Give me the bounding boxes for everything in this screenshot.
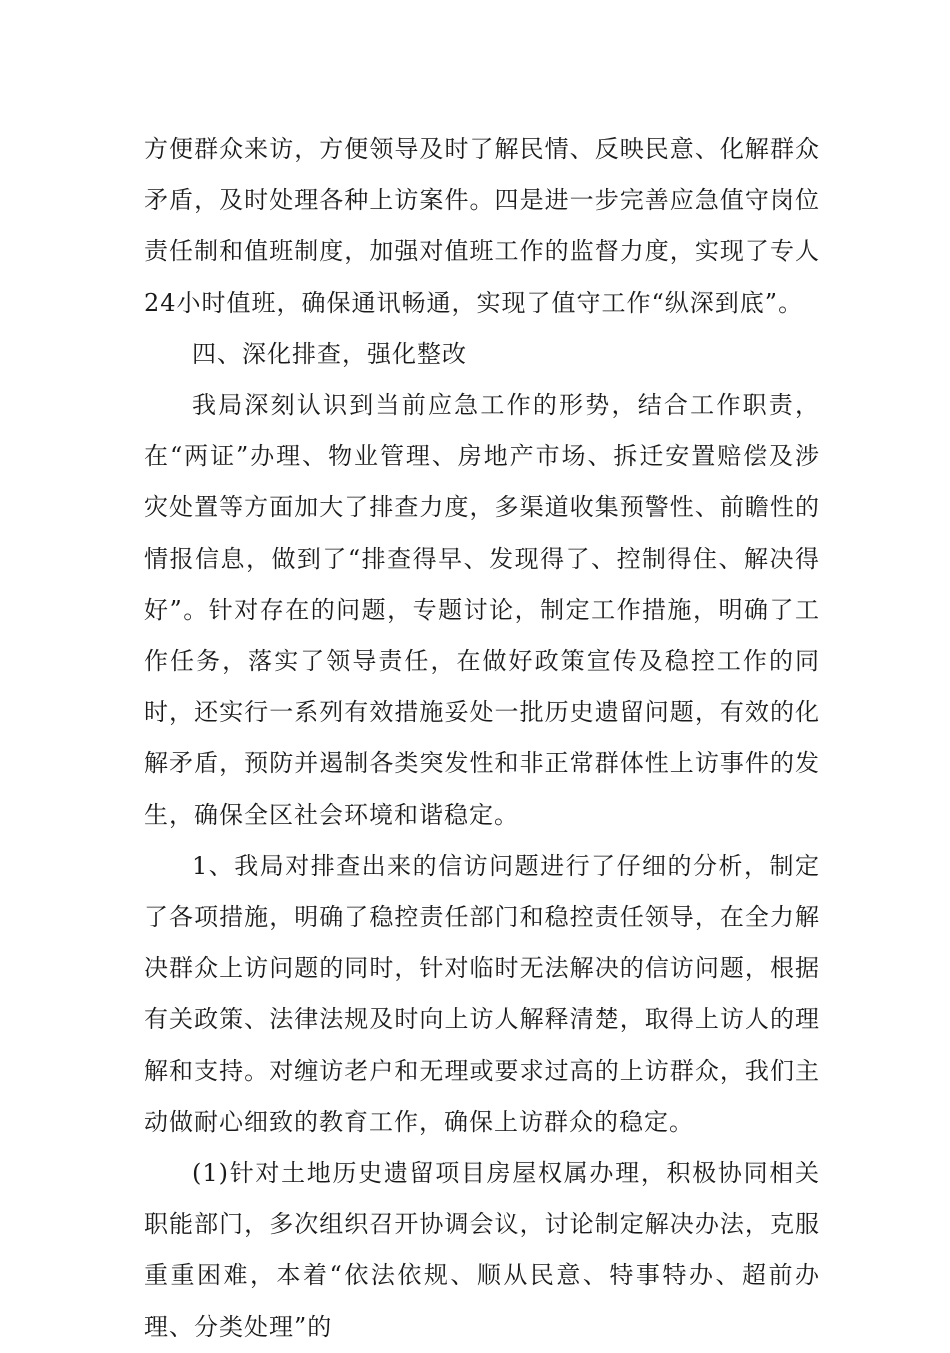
document-body [144, 124, 820, 1353]
section-heading: 四、深化排查，强化整改 [192, 339, 467, 368]
paragraph-continuation: 方便群众来访，方便领导及时了解民情、反映民意、化解群众矛盾，及时处理各种上访案件。四是进一步完善应急值守岗位责任制和值班制度，加强对值班工作的监督力度，实现了专人24小时值班，确保通讯畅通，实现了值守工作“纵深到底”。 [144, 135, 820, 317]
paragraph-investigation: 我局深刻认识到当前应急工作的形势，结合工作职责，在“两证”办理、物业管理、房地产市场、拆迁安置赔偿及涉灾处置等方面加大了排查力度，多渠道收集预警性、前瞻性的情报信息，做到了“排查得早、发现得了、控制得住、解决得好”。针对存在的问题，专题讨论，制定工作措施，明确了工作任务，落实了领导责任，在做好政策宣传及稳控工作的同时，还实行一系列有效措施妥处一批历史遗留问题，有效的化解矛盾，预防并遏制各类突发性和非正常群体性上访事件的发生，确保全区社会环境和谐稳定。 [144, 391, 820, 829]
paragraph-item-1-sub-1: (1)针对土地历史遗留项目房屋权属办理，积极协同相关职能部门，多次组织召开协调会议，讨论制定解决办法，克服重重困难，本着“依法依规、顺从民意、特事特办、超前办理、分类处理”的 [144, 1159, 820, 1341]
paragraph-item-1: 1、我局对排查出来的信访问题进行了仔细的分析，制定了各项措施，明确了稳控责任部门和稳控责任领导，在全力解决群众上访问题的同时，针对临时无法解决的信访问题，根据有关政策、法律法规及时向上访人解释清楚，取得上访人的理解和支持。对缠访老户和无理或要求过高的上访群众，我们主动做耐心细致的教育工作，确保上访群众的稳定。 [144, 851, 820, 1136]
